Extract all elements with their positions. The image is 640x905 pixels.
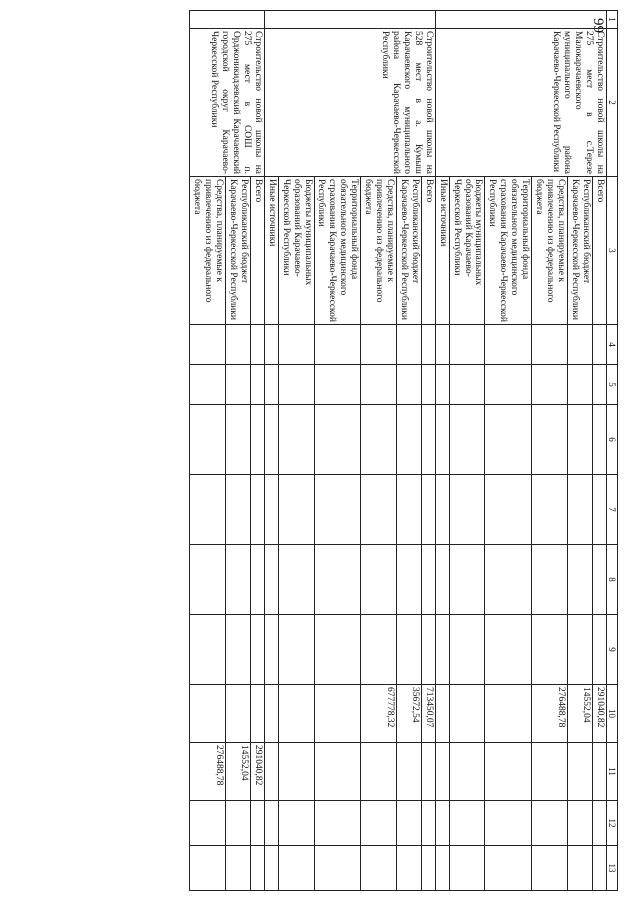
table-row (250, 11, 264, 891)
header-cell: 7 (606, 475, 617, 545)
value-cell: 14552,04 (226, 743, 251, 801)
header-cell: 13 (606, 846, 617, 891)
object-name-cell: Строительство новой школы на 528 мест в а. Кумыш Карачаевского муниципального района Карачаево-Черкесской Республики (264, 29, 435, 177)
source-cell: Средства, планируемые к привлечению из федерального бюджета (532, 177, 568, 325)
cell-empty (264, 11, 435, 29)
source-cell: Территориальный фонда обязательного медицинского страхования Карачаево-Черкесской Республики (485, 177, 532, 325)
header-cell: 10 (606, 685, 617, 743)
object-name-cell: Строительство новой школы на 275 мест в СОШ п. Орджоникидзевский Карачаевский городской округ Карачаево-Черкесской Республики (190, 29, 265, 177)
cell-empty (435, 11, 606, 29)
source-cell: Бюджеты муниципальных образований Карачаево-Черкесской Республики (278, 177, 314, 325)
source-cell: Иные источники (435, 177, 449, 325)
value-cell: 276488,78 (532, 685, 568, 743)
cell-empty (190, 11, 265, 29)
source-cell: Всего (250, 177, 264, 325)
object-name-cell: Строительство новой школы на 275 мест в с.Терезе Малокарачаевского муниципального района Карачаево-Черкесской Республики (435, 29, 606, 177)
value-cell: 14552,04 (567, 685, 592, 743)
source-cell: Бюджеты муниципальных образований Карачаево-Черкесской Республики (449, 177, 485, 325)
header-cell: 4 (606, 325, 617, 365)
table-row (421, 11, 435, 891)
source-cell: Республиканский бюджет Карачаево-Черкесской Республики (567, 177, 592, 325)
value-cell: 291040,82 (250, 743, 264, 801)
source-cell: Республиканский бюджет Карачаево-Черкесской Республики (226, 177, 251, 325)
header-cell: 5 (606, 365, 617, 405)
header-cell: 8 (606, 545, 617, 615)
header-cell: 3 (606, 177, 617, 325)
table-row (592, 11, 606, 891)
page-number: 99 (590, 18, 606, 33)
rotated-table-wrapper (78, 10, 618, 890)
source-cell: Средства, планируемые к привлечению из федерального бюджета (361, 177, 397, 325)
funding-table (189, 10, 618, 891)
value-cell: 713450,07 (421, 685, 435, 743)
source-cell: Средства, планируемые к привлечению из федерального бюджета (190, 177, 226, 325)
header-row (606, 11, 617, 891)
source-cell: Всего (592, 177, 606, 325)
value-cell: 291040,82 (592, 685, 606, 743)
header-cell: 9 (606, 615, 617, 685)
header-cell: 6 (606, 405, 617, 475)
header-cell: 11 (606, 743, 617, 801)
value-cell: 677778,32 (361, 685, 397, 743)
source-cell: Иные источники (264, 177, 278, 325)
source-cell: Территориальный фонда обязательного медицинского страхования Карачаево-Черкесской Республики (314, 177, 361, 325)
source-cell: Республиканский бюджет Карачаево-Черкесской Республики (396, 177, 421, 325)
header-cell: 2 (606, 29, 617, 177)
value-cell: 35672,54 (396, 685, 421, 743)
header-cell: 1 (606, 11, 617, 29)
source-cell: Всего (421, 177, 435, 325)
value-cell: 276488,78 (190, 743, 226, 801)
header-cell: 12 (606, 801, 617, 846)
